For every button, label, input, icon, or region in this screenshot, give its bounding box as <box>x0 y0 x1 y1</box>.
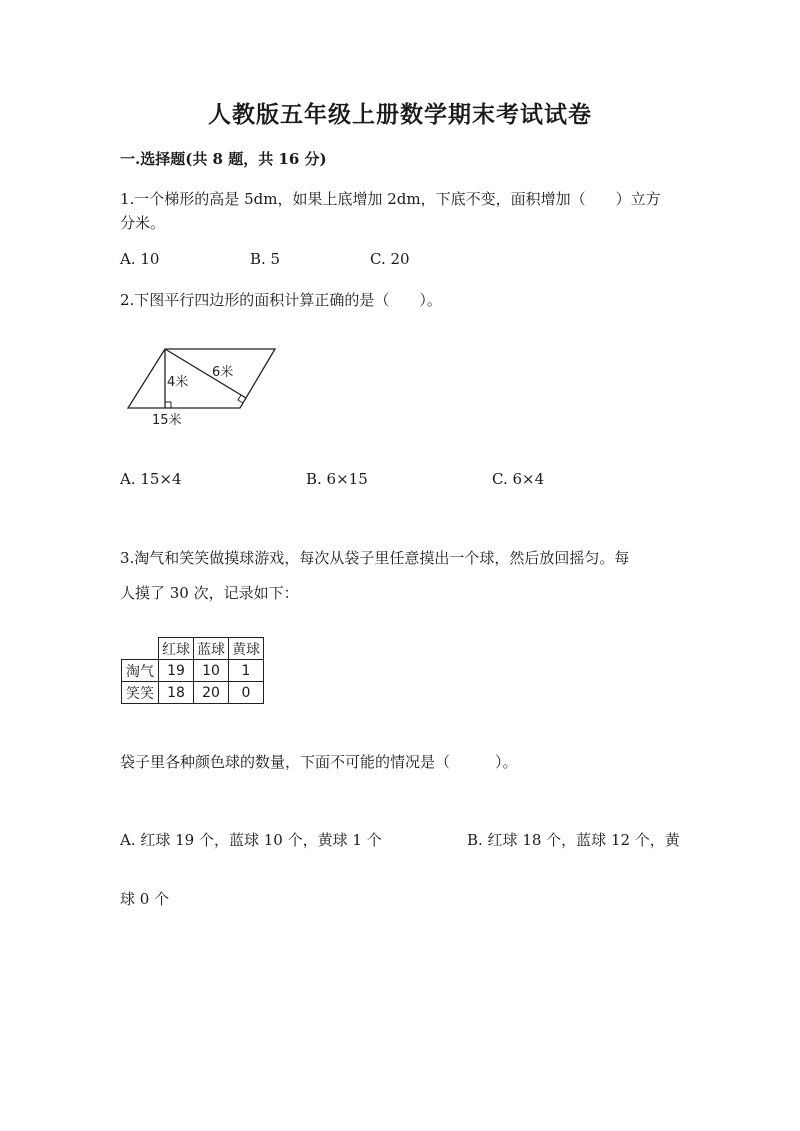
q3-text-line2: 人摸了 30 次，记录如下： <box>120 584 299 602</box>
table-row <box>122 682 264 704</box>
record-table <box>121 637 264 704</box>
header-blue-ball: 蓝球 <box>194 638 229 660</box>
q1-option-a: A. 10 <box>120 250 160 268</box>
table-corner-cell <box>122 638 159 660</box>
label-side: 6米 <box>212 365 234 380</box>
q2-text: 2.下图平行四边形的面积计算正确的是（ ）。 <box>120 291 442 309</box>
q3-option-b-line1: B. 红球 18 个，蓝球 12 个，黄 <box>467 831 680 849</box>
exam-title: 人教版五年级上册数学期末考试试卷 <box>208 101 592 128</box>
q2-option-b: B. 6×15 <box>306 470 368 488</box>
q1-option-c: C. 20 <box>370 250 410 268</box>
q1-text-line1: 1.一个梯形的高是 5dm，如果上底增加 2dm，下底不变，面积增加（ ）立方 <box>120 190 661 208</box>
cell-yellow: 1 <box>229 660 264 682</box>
q3-option-a: A. 红球 19 个，蓝球 10 个，黄球 1 个 <box>120 831 382 849</box>
cell-blue: 20 <box>194 682 229 704</box>
cell-red: 19 <box>159 660 194 682</box>
cell-red: 18 <box>159 682 194 704</box>
label-base: 15米 <box>152 413 182 428</box>
parallelogram-figure <box>120 340 290 432</box>
right-angle-mark-bottom <box>165 402 171 408</box>
cell-blue: 10 <box>194 660 229 682</box>
table-header-row <box>122 638 264 660</box>
parallelogram-outline <box>128 349 275 408</box>
table-row <box>122 660 264 682</box>
section-heading: 一.选择题(共 8 题，共 16 分) <box>120 150 327 168</box>
label-height: 4米 <box>167 375 189 390</box>
q3-text-line1: 3.淘气和笑笑做摸球游戏，每次从袋子里任意摸出一个球，然后放回摇匀。每 <box>120 549 630 567</box>
q2-option-c: C. 6×4 <box>492 470 545 488</box>
header-red-ball: 红球 <box>159 638 194 660</box>
row-name: 笑笑 <box>122 682 159 704</box>
q1-text-line2: 分米。 <box>120 214 166 232</box>
row-name: 淘气 <box>122 660 159 682</box>
q2-option-a: A. 15×4 <box>120 470 182 488</box>
q3-question: 袋子里各种颜色球的数量，下面不可能的情况是（ ）。 <box>120 753 518 771</box>
q1-option-b: B. 5 <box>250 250 281 268</box>
header-yellow-ball: 黄球 <box>229 638 264 660</box>
q3-option-b-line2: 球 0 个 <box>120 890 170 908</box>
cell-yellow: 0 <box>229 682 264 704</box>
perpendicular-line <box>165 349 246 398</box>
